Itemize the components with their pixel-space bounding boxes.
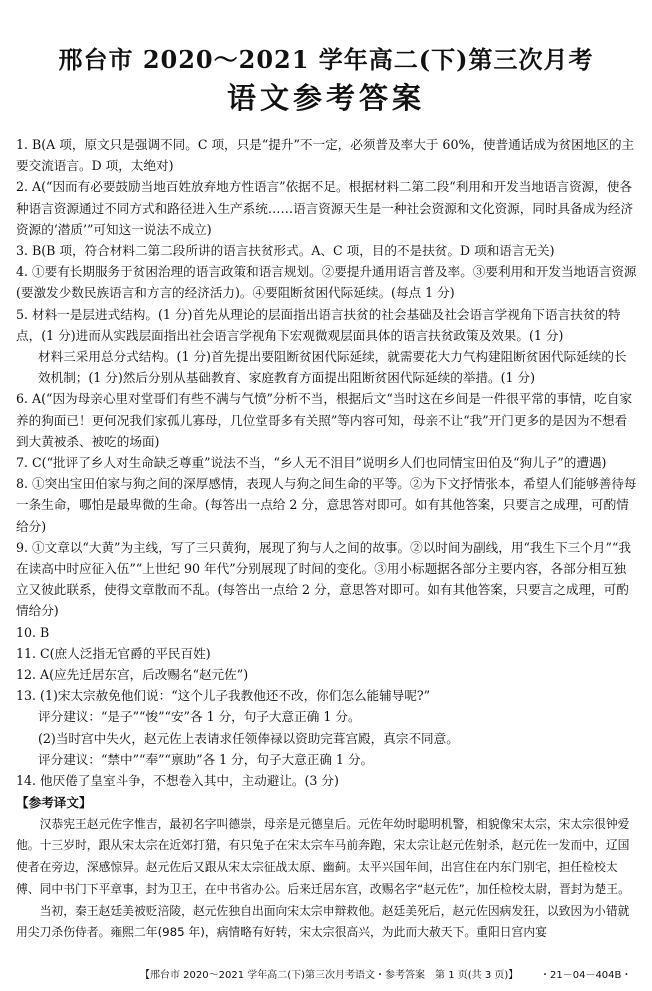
- translation-paragraph-2: 当初，秦王赵廷美被贬涪陵，赵元佐独自出面向宋太宗申辩救他。赵廷美死后，赵元佐因病发狂，以致因为小错就用尖刀杀伤侍者。雍熙二年(985 年)，病情略有好转，宋太宗很高兴，为此而大赦天下。重阳日宫内宴: [16, 903, 630, 940]
- answer-content: [16, 134, 638, 944]
- answer-10: 10. B: [16, 624, 50, 640]
- answer-14: 14. 他厌倦了皇室斗争，不想卷入其中，主动避让。(3 分): [16, 773, 339, 789]
- answer-13-scoring-2: 评分建议：“禁中”“奉”“禀助”各 1 分，句子大意正确 1 分。: [38, 751, 374, 767]
- answer-13-scoring-1: 评分建议：“是子”“悛”“安”各 1 分，句子大意正确 1 分。: [38, 709, 361, 725]
- translation-paragraph-1: 汉恭宪王赵元佐字惟吉，最初名字叫德崇，母亲是元德皇后。元佐年幼时聪明机警，相貌像宋太宗，宋太宗很钟爱他。十三岁时，跟从宋太宗在近郊打猎，有只兔子在宋太宗车马前奔跑，宋太宗让赵元佐射杀，赵元佐一发而中，辽国使者在旁边，深感惊异。赵元佐后又跟从宋太宗征战太原、幽蓟。太平兴国年间，出宫住在内东门别宅，担任检校太傅、同中书门下平章事，封为卫王，在中书省办公。后来迁居东宫，改赐名字“赵元佐”，加任检校太尉，晋封为楚王。: [16, 816, 630, 896]
- footer-page-info: 【邢台市 2020～2021 学年高二(下)第三次月考语文・参考答案 第 1 页(共 3 页)】: [140, 970, 519, 981]
- answer-4: 4. ①要有长期服务于贫困治理的语言政策和语言规划。②要提升通用语言普及率。③要利用和开发当地语言资源(要激发少数民族语言和方言的经济活力)。④要阻断贫困代际延续。(每点 1 分): [16, 264, 637, 301]
- answer-12: 12. A(应先迁居东宫，后改赐名“赵元佐”): [16, 667, 249, 683]
- answer-2: 2. A(“因而有必要鼓励当地百姓放弃地方性语言”依据不足。根据材料二第二段“利用和开发当地语言资源，使各种语言资源通过不同方式和路径进入生产系统……语言资源天生是一种社会资源和文化资源，同时具备成为经济资源的‘潜质’”可知这一说法不成立): [16, 179, 634, 237]
- answer-key-title: 语文参考答案: [226, 81, 425, 115]
- answer-11: 11. C(庶人泛指无官爵的平民百姓): [16, 645, 211, 661]
- footer-code: ・21－04－404B・: [540, 970, 632, 981]
- answer-1: 1. B(A 项，原文只是强调不同。C 项，只是“提升”不一定，必须普及率大于 60%，使普通话成为贫困地区的主要交流语言。D 项，太绝对): [16, 137, 635, 174]
- answer-7: 7. C(“批评了乡人对生命缺乏尊重”说法不当，“乡人无不泪目”说明乡人们也同情宝田伯及“狗儿子”的遭遇): [16, 455, 607, 471]
- translation-heading: 【参考译文】: [16, 795, 92, 811]
- answer-5: 5. 材料一是层进式结构。(1 分)首先从理论的层面指出语言扶贫的社会基础及社会语言学视角下语言扶贫的特点，(1 分)进而从实践层面指出社会语言学视角下宏观微观层面具体的语言扶贫政策及效果。(1 分): [16, 306, 621, 343]
- answer-9: 9. ①文章以“大黄”为主线，写了三只黄狗，展现了狗与人之间的故事。②以时间为副线，用“我生下三个月”“我在读高中时应征入伍”“上世纪 90 年代”分别展现了时间的变化。③用小标题据各部分主要内容，各部分相互独立又彼此联系，使得文章散而不乱。(每答出一点给 2 分，意思答对即可。如有其他答案，只要言之成理，可酌情给分): [16, 539, 631, 619]
- answer-3: 3. B(B 项，符合材料二第二段所讲的语言扶贫形式。A、C 项，目的不是扶贫。D 项和语言无关): [16, 243, 555, 259]
- exam-title: 邢台市 2020～2021 学年高二(下)第三次月考: [58, 45, 594, 74]
- answer-13-part-2: (2)当时宫中失火，赵元佐上表请求任领俸禄以资助完葺宫殿，真宗不同意。: [38, 730, 459, 746]
- answer-8: 8. ①突出宝田伯家与狗之间的深厚感情，表现人与狗之间生命的平等。②为下文抒情张本，希望人们能够善待每一条生命，哪怕是最卑微的生命。(每答出一点给 2 分，意思答对即可。如有其他答案，只要言之成理，可酌情给分): [16, 476, 637, 534]
- answer-13: 13. (1)宋太宗赦免他们说：“这个儿子我教他还不改，你们怎么能辅导呢?”: [16, 688, 431, 704]
- answer-6: 6. A(“因为母亲心里对堂哥们有些不满与气愤”分析不当，根据后文“当时这在乡间是一件很平常的事情，吃自家养的狗面已！更何况我们家孤儿寡母，几位堂哥多有关照”等内容可知，母亲不让“我”开门更多的是因为不想看到大黄被杀、被吃的场面): [16, 391, 633, 449]
- answer-5-continued: 材料三采用总分式结构。(1 分)首先提出要阻断贫困代际延续，就需要花大力气构建阻断贫困代际延续的长效机制；(1 分)然后分别从基础教育、家庭教育方面提出阻断贫困代际延续的举措。(1 分): [38, 349, 627, 386]
